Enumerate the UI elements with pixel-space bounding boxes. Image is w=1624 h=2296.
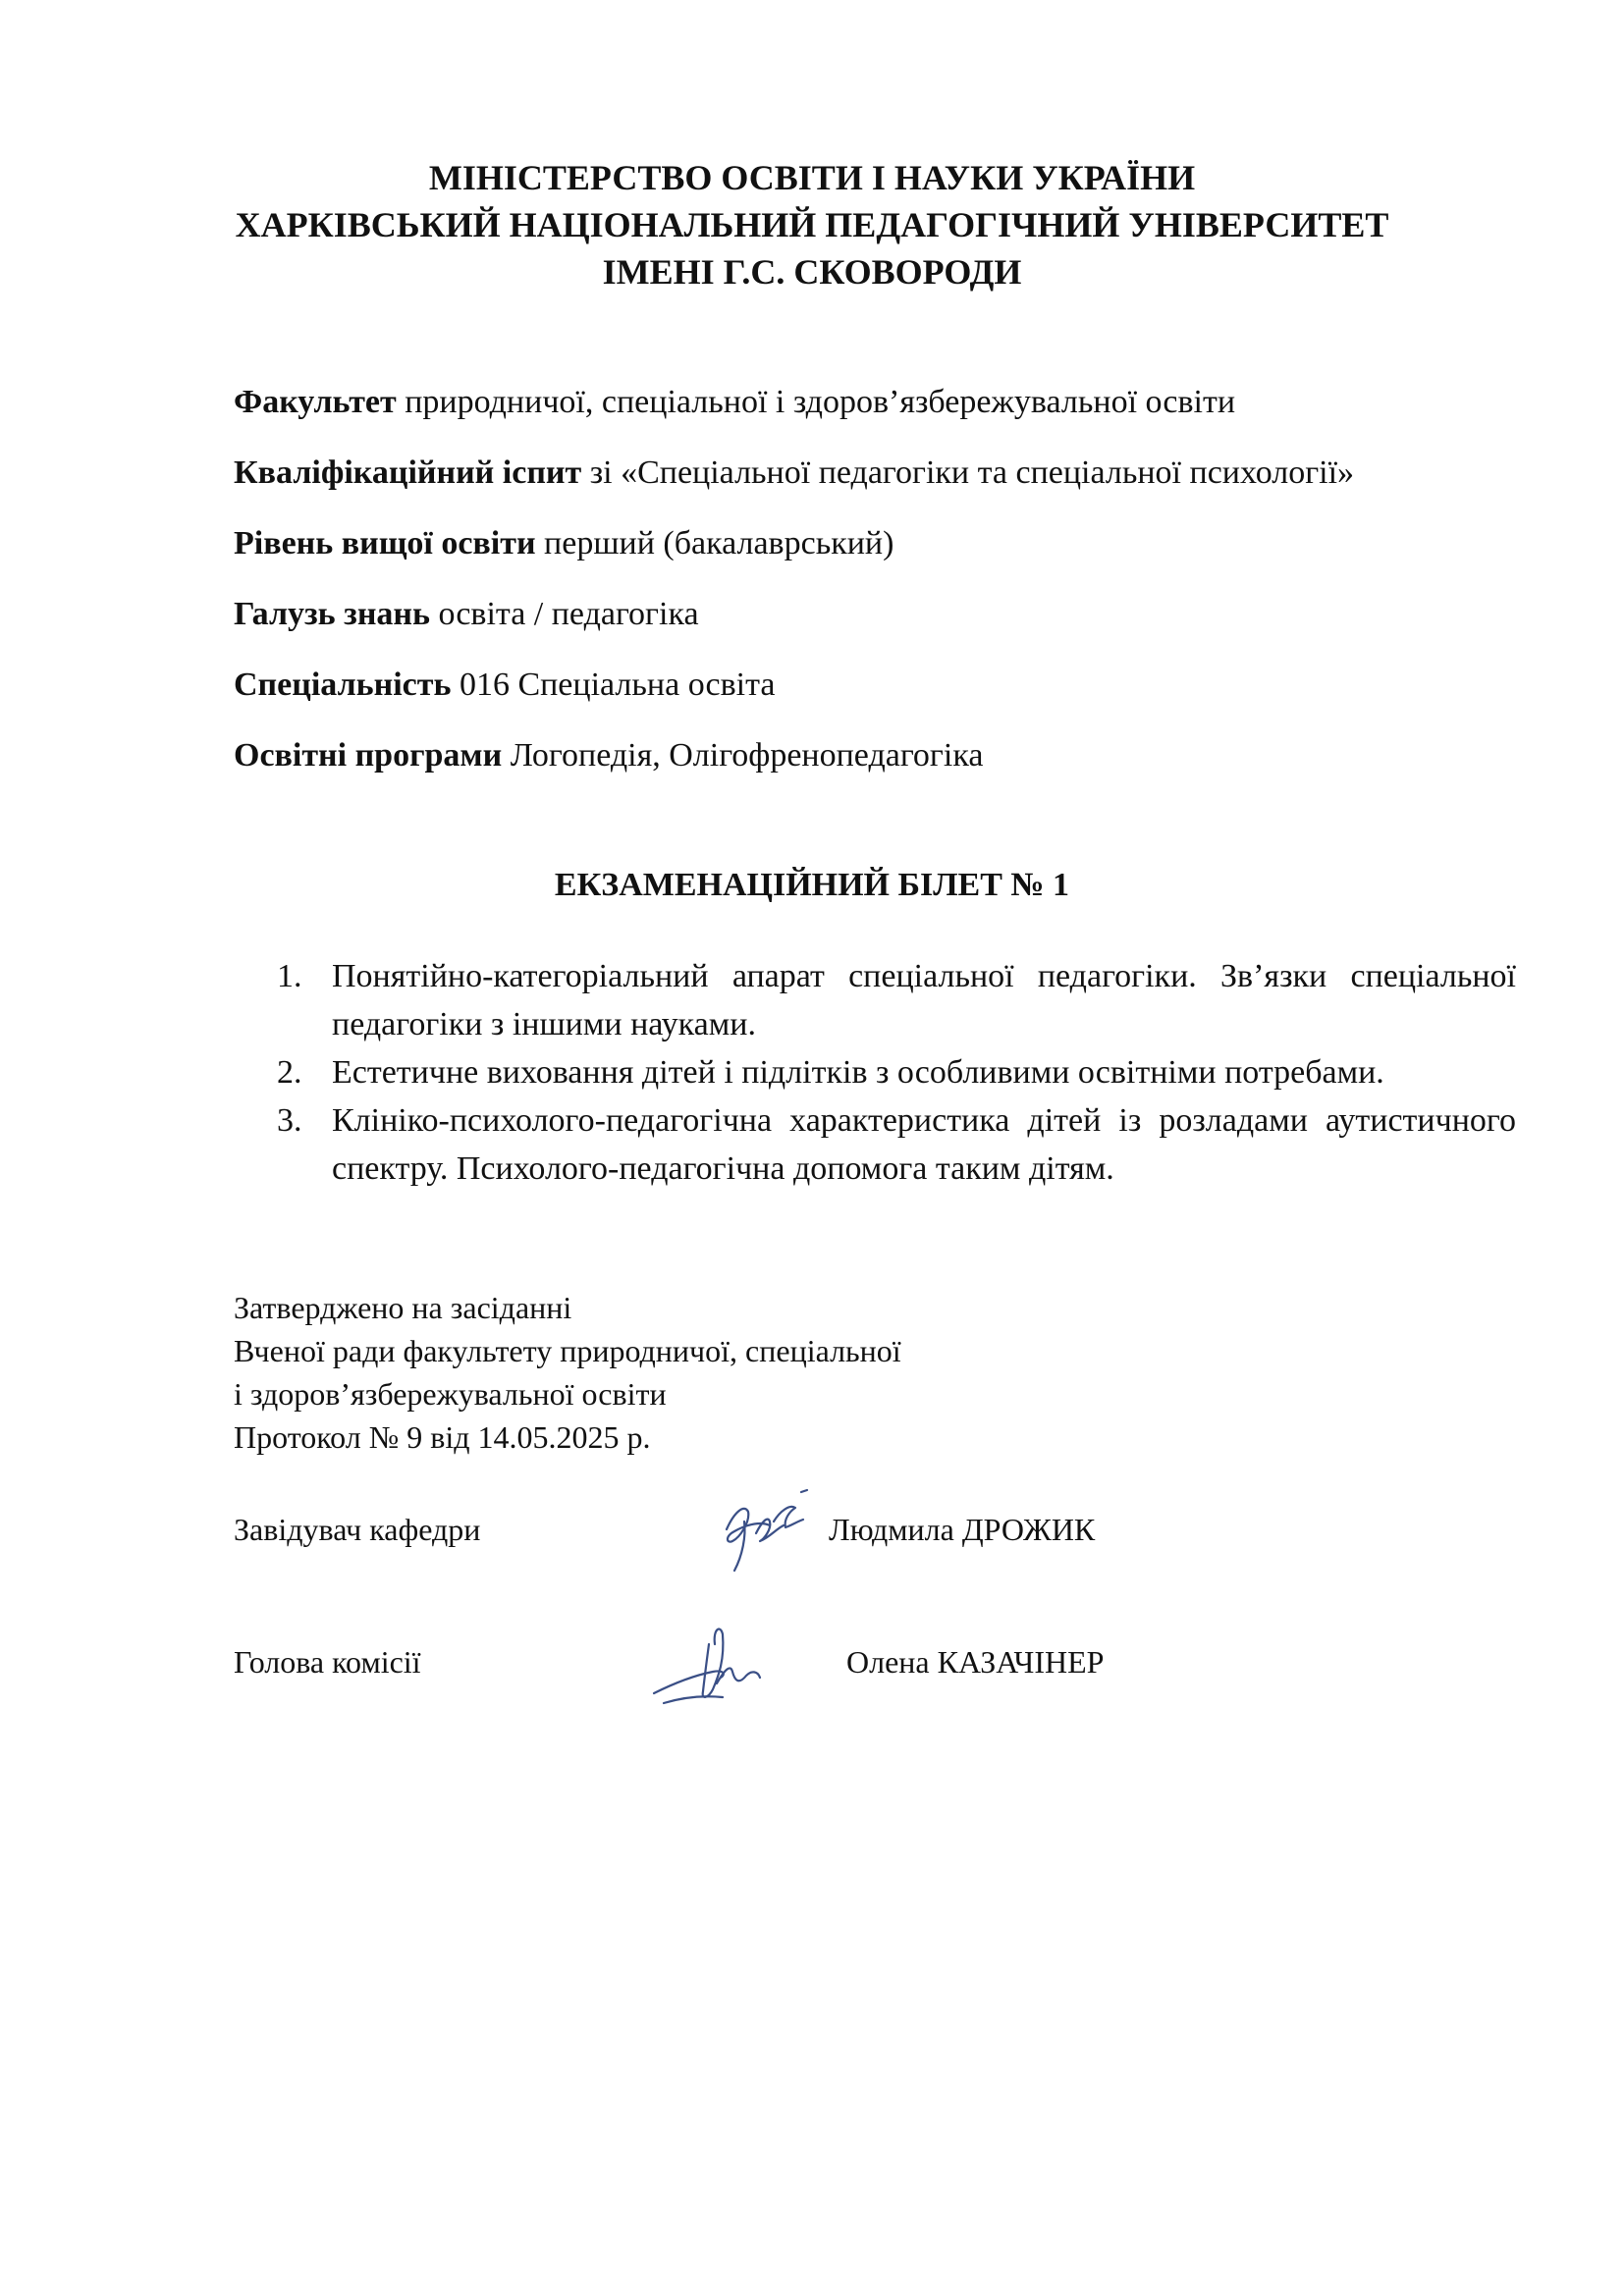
signature-role: Голова комісії [234,1644,421,1680]
question-number: 3. [277,1102,302,1139]
info-value: освіта / педагогіка [438,596,699,632]
info-label: Галузь знань [234,596,430,632]
info-row-programs [234,726,1530,797]
university-name-line: ІМЕНІ Г.С. СКОВОРОДИ [602,252,1022,292]
info-row-field [234,585,1530,656]
info-row-level [234,514,1530,585]
question-number: 1. [277,958,302,994]
signature-role: Завідувач кафедри [234,1512,481,1547]
approval-note [234,1286,901,1459]
question-text: Понятійно-категоріальний апарат спеціальної педагогіки. Зв’язки спеціальної педагогіки з іншими науками. [332,958,1516,1042]
info-label: Факультет [234,384,397,420]
question-number: 2. [277,1054,302,1091]
ticket-title: ЕКЗАМЕНАЦІЙНИЙ БІЛЕТ № 1 [554,867,1070,903]
question-item [267,1096,1516,1193]
info-row-specialty [234,656,1530,726]
question-text: Клініко-психолого-педагогічна характеристика дітей із розладами аутистичного спектру. Психолого-педагогічна допомога таким дітям. [332,1102,1516,1187]
info-value: перший (бакалаврський) [544,525,894,561]
info-label: Кваліфікаційний іспит [234,454,582,491]
document-header [0,154,1624,295]
protocol-line: Протокол № 9 від 14.05.2025 р. [234,1419,651,1455]
exam-info-block [234,373,1530,797]
handwritten-signature-icon [644,1615,811,1723]
university-line: ХАРКІВСЬКИЙ НАЦІОНАЛЬНИЙ ПЕДАГОГІЧНИЙ УНІВЕРСИТЕТ [235,205,1389,244]
question-item [267,1048,1516,1096]
approval-line: і здоров’язбережувальної освіти [234,1376,667,1412]
question-list [267,952,1516,1193]
info-row-faculty [234,373,1530,444]
info-value: зі «Спеціальної педагогіки та спеціальної психології» [589,454,1355,491]
info-label: Спеціальність [234,667,452,703]
info-label: Освітні програми [234,737,503,774]
question-item [267,952,1516,1048]
info-value: 016 Спеціальна освіта [459,667,776,703]
info-row-exam [234,444,1530,514]
ministry-line: МІНІСТЕРСТВО ОСВІТИ І НАУКИ УКРАЇНИ [428,158,1196,197]
signatory-name: Олена КАЗАЧІНЕР [846,1644,1105,1680]
question-text: Естетичне виховання дітей і підлітків з особливими освітніми потребами. [332,1054,1384,1091]
approval-line: Затверджено на засіданні [234,1290,572,1325]
approval-line: Вченої ради факультету природничої, спеціальної [234,1333,901,1368]
signature-row-chair [234,1615,1510,1703]
info-value: Логопедія, Олігофренопедагогіка [510,737,984,774]
info-label: Рівень вищої освіти [234,525,536,561]
signature-row-head [234,1482,1510,1571]
handwritten-signature-icon [705,1482,842,1580]
signatory-name: Людмила ДРОЖИК [829,1512,1096,1547]
info-value: природничої, спеціальної і здоров’язбережувальної освіти [405,384,1236,420]
